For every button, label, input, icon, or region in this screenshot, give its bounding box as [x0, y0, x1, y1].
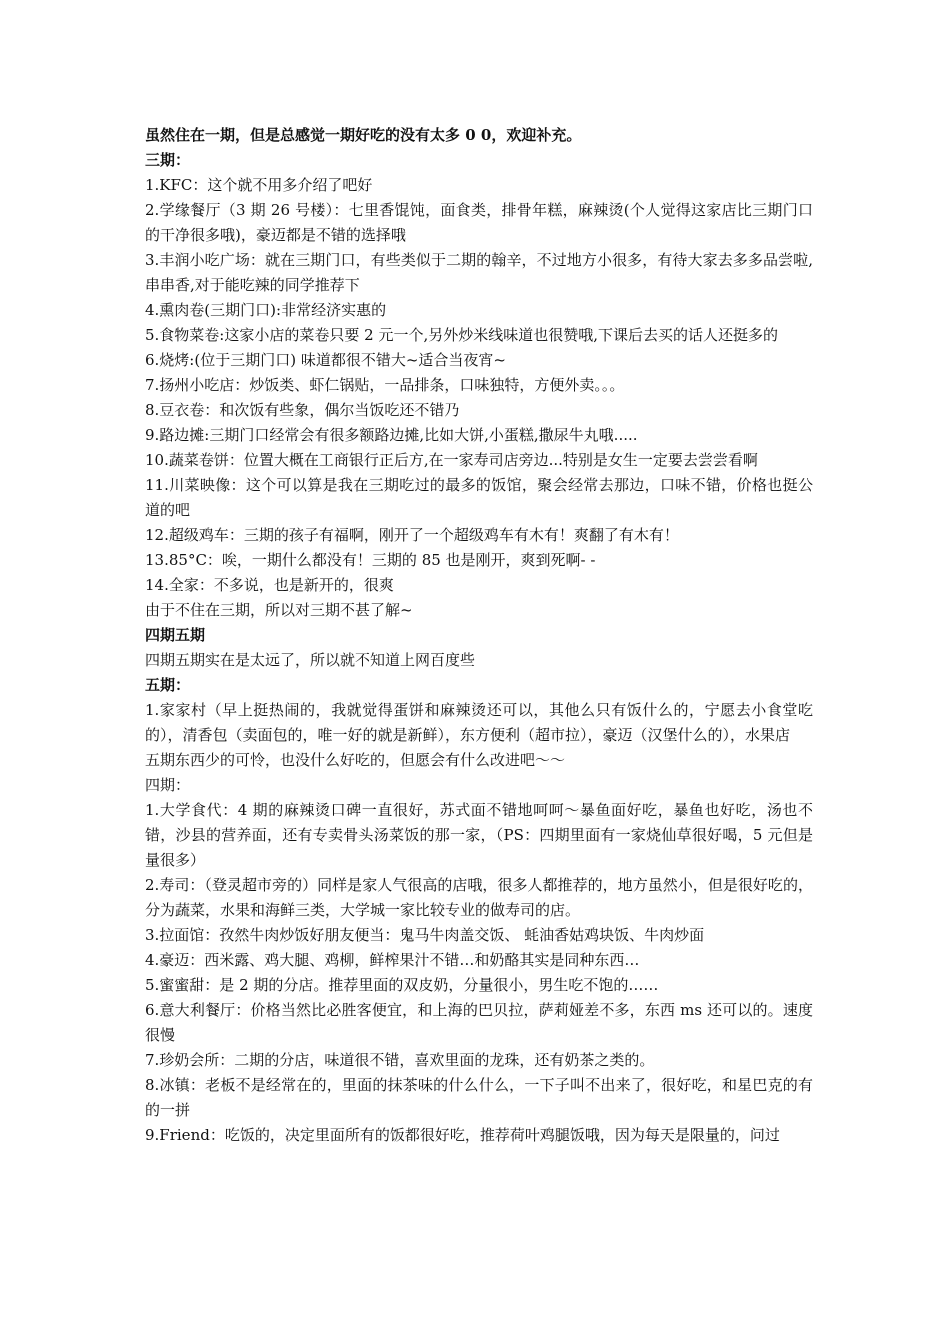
list-item: 7.珍奶会所：二期的分店，味道很不错，喜欢里面的龙珠，还有奶茶之类的。	[145, 1051, 655, 1069]
list-item: 1.KFC：这个就不用多介绍了吧好	[145, 176, 373, 194]
list-item: 5.食物菜卷:这家小店的菜卷只要 2 元一个,另外炒米线味道也很赞哦,下课后去买的话人还挺多的	[145, 326, 778, 344]
list-item: 11.川菜映像：这个可以算是我在三期吃过的最多的饭馆，聚会经常去那边，口味不错，价格也挺公道的吧	[145, 476, 813, 519]
list-item: 1.大学食代：4 期的麻辣烫口碑一直很好，苏式面不错地呵呵～暴鱼面好吃，暴鱼也好吃，汤也不错，沙县的营养面，还有专卖骨头汤菜饭的那一家，（PS：四期里面有一家烧仙草很好喝，5 元但是量很多）	[145, 801, 813, 869]
list-item: 8.豆衣卷：和次饭有些象，偶尔当饭吃还不错乃	[145, 401, 460, 419]
list-item: 6.烧烤:(位于三期门口) 味道都很不错大~适合当夜宵~	[145, 351, 506, 369]
list-item: 14.全家：不多说，也是新开的，很爽	[145, 576, 394, 594]
list-item: 12.超级鸡车：三期的孩子有福啊，刚开了一个超级鸡车有木有！爽翻了有木有！	[145, 526, 679, 544]
section-heading-phase3: 三期：	[145, 151, 191, 169]
list-item: 7.扬州小吃店：炒饭类、虾仁锅贴，一品排条，口味独特，方便外卖。。。	[145, 376, 625, 394]
list-item: 3.丰润小吃广场：就在三期门口，有些类似于二期的翰辛，不过地方小很多，有待大家去多多品尝啦,串串香,对于能吃辣的同学推荐下	[145, 251, 813, 294]
section-heading-phase45: 四期五期	[145, 626, 206, 644]
intro-line: 虽然住在一期，但是总感觉一期好吃的没有太多 0 0，欢迎补充。	[145, 126, 582, 144]
list-item: 13.85°C：唉，一期什么都没有！三期的 85 也是刚开，爽到死啊- -	[145, 551, 596, 569]
document-body	[145, 123, 813, 1148]
list-item: 5.蜜蜜甜：是 2 期的分店。推荐里面的双皮奶，分量很小，男生吃不饱的……	[145, 976, 659, 994]
section-note: 四期五期实在是太远了，所以就不知道上网百度些	[145, 651, 476, 669]
list-item: 6.意大利餐厅：价格当然比必胜客便宜，和上海的巴贝拉，萨莉娅差不多，东西 ms 还可以的。速度很慢	[145, 1001, 813, 1044]
list-item: 10.蔬菜卷饼：位置大概在工商银行正后方,在一家寿司店旁边...特别是女生一定要去尝尝看啊	[145, 451, 758, 469]
list-item: 2.学缘餐厅（3 期 26 号楼）：七里香馄饨，面食类，排骨年糕，麻辣烫(个人觉得这家店比三期门口的干净很多哦)，豪迈都是不错的选择哦	[145, 201, 813, 244]
section-note: 五期东西少的可怜，也没什么好吃的，但愿会有什么改进吧～～	[145, 751, 566, 769]
list-item: 1.家家村（早上挺热闹的，我就觉得蛋饼和麻辣烫还可以，其他么只有饭什么的，宁愿去小食堂吃的），清香包（卖面包的，唯一好的就是新鲜），东方便利（超市拉），豪迈（汉堡什么的），水果店	[145, 701, 813, 744]
list-item: 8.冰镇：老板不是经常在的，里面的抹茶味的什么什么，一下子叫不出来了，很好吃，和星巴克的有的一拼	[145, 1076, 813, 1119]
list-item: 4.熏肉卷(三期门口):非常经济实惠的	[145, 301, 387, 319]
list-item: 2.寿司：（登灵超市旁的）同样是家人气很高的店哦，很多人都推荐的，地方虽然小，但是很好吃的，分为蔬菜，水果和海鲜三类，大学城一家比较专业的做寿司的店。	[145, 876, 813, 919]
list-item: 3.拉面馆：孜然牛肉炒饭好朋友便当：鬼马牛肉盖交饭、 蚝油香姑鸡块饭、牛肉炒面	[145, 926, 705, 944]
list-item: 9.Friend：吃饭的，决定里面所有的饭都很好吃，推荐荷叶鸡腿饭哦，因为每天是限量的，问过	[145, 1126, 780, 1144]
list-item: 9.路边摊:三期门口经常会有很多额路边摊,比如大饼,小蛋糕,撒尿牛丸哦.....	[145, 426, 638, 444]
list-item: 4.豪迈：西米露、鸡大腿、鸡柳，鲜榨果汁不错…和奶酪其实是同种东西…	[145, 951, 640, 969]
section-note: 由于不住在三期，所以对三期不甚了解~	[145, 601, 413, 619]
section-heading-phase4: 四期：	[145, 776, 191, 794]
section-heading-phase5: 五期：	[145, 676, 191, 694]
